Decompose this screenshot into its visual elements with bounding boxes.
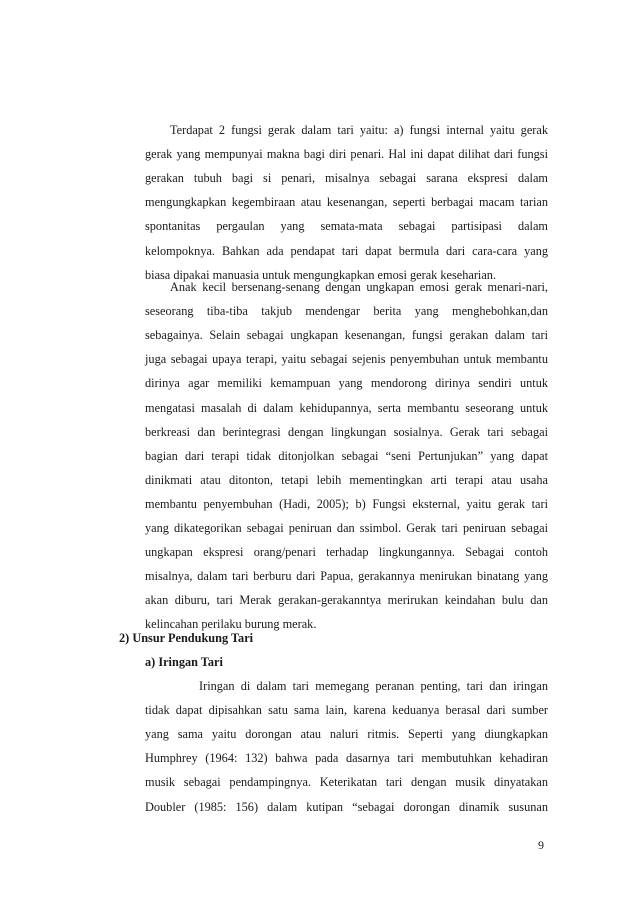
text-line: yang dikategorikan sebagai peniruan dan ssimbol. Gerak tari peniruan sebagai xyxy=(145,521,548,535)
text-line: spontanitas pergaulan yang semata-mata sebagai partisipasi dalam xyxy=(145,219,548,234)
text-line: Terdapat 2 fungsi gerak dalam tari yaitu: a) fungsi internal yaitu gerak xyxy=(170,123,548,137)
page-number: 9 xyxy=(538,838,544,852)
text-line: akan diburu, tari Merak gerakan-gerakanntya merirukan keindahan bulu dan xyxy=(145,593,548,608)
text-line: ungkapan ekspresi orang/penari terhadap lingkungannya. Sebagai contoh xyxy=(145,545,548,560)
text-line: juga sebagai upaya terapi, yaitu sebagai sejenis penyembuhan untuk membantu xyxy=(145,352,548,367)
text-line: Humphrey (1964: 132) bahwa pada dasarnya tari membutuhkan kehadiran xyxy=(145,751,548,766)
text-line: mengatasi masalah di dalam kehidupannya, serta membantu seseorang untuk xyxy=(145,400,548,415)
text-line: misalnya, dalam tari berburu dari Papua, gerakannya menirukan binatang yang xyxy=(145,569,548,584)
section-heading: 2) Unsur Pendukung Tari xyxy=(119,631,254,645)
text-line: dirinya agar memiliki kemampuan yang mendorong dirinya sendiri untuk xyxy=(145,376,548,391)
text-line: Anak kecil bersenang-senang dengan ungkapan emosi gerak menari-nari, xyxy=(170,280,548,294)
text-line: sebagainya. Selain sebagai ungkapan kesenangan, fungsi gerakan dalam tari xyxy=(145,328,548,343)
text-line: dinikmati atau ditonton, tetapi lebih mementingkan arti terapi atau usaha xyxy=(145,472,548,487)
text-line: biasa dipakai manuasia untuk mengungkapkan emosi gerak keseharian. xyxy=(145,267,497,282)
text-line: berkreasi dan berintegrasi dengan lingkungan sosialnya. Gerak tari sebagai xyxy=(145,424,548,439)
text-line: musik sebagai pendampingnya. Keterikatan tari dengan musik dinyatakan xyxy=(145,775,548,790)
text-line: gerak yang mempunyai makna bagi diri penari. Hal ini dapat dilihat dari fungsi xyxy=(145,147,548,162)
text-line: bagian dari terapi tidak ditonjolkan sebagai “seni Pertunjukan” yang dapat xyxy=(145,448,548,463)
text-line: kelincahan perilaku burung merak. xyxy=(145,617,317,632)
text-line: kelompoknya. Bahkan ada pendapat tari dapat bermula dari cara-cara yang xyxy=(145,243,548,258)
text-line: membantu penyembuhan (Hadi, 2005); b) Fungsi eksternal, yaitu gerak tari xyxy=(145,496,548,511)
text-line: Doubler (1985: 156) dalam kutipan “sebagai dorongan dinamik susunan xyxy=(145,799,548,814)
text-line: mengungkapkan kegembiraan atau kesenangan, seperti berbagai macam tarian xyxy=(145,195,548,210)
text-line: Iringan di dalam tari memegang peranan penting, tari dan iringan xyxy=(199,679,548,693)
text-line: yang sama yaitu dorongan atau naluri ritmis. Seperti yang diungkapkan xyxy=(145,727,548,742)
text-line: seseorang tiba-tiba takjub mendengar berita yang menghebohkan,dan xyxy=(145,304,548,319)
text-line: gerakan tubuh bagi si penari, misalnya sebagai sarana ekspresi dalam xyxy=(145,171,548,186)
text-line: tidak dapat dipisahkan satu sama lain, karena keduanya berasal dari sumber xyxy=(145,703,548,718)
subsection-heading: a) Iringan Tari xyxy=(145,655,223,669)
